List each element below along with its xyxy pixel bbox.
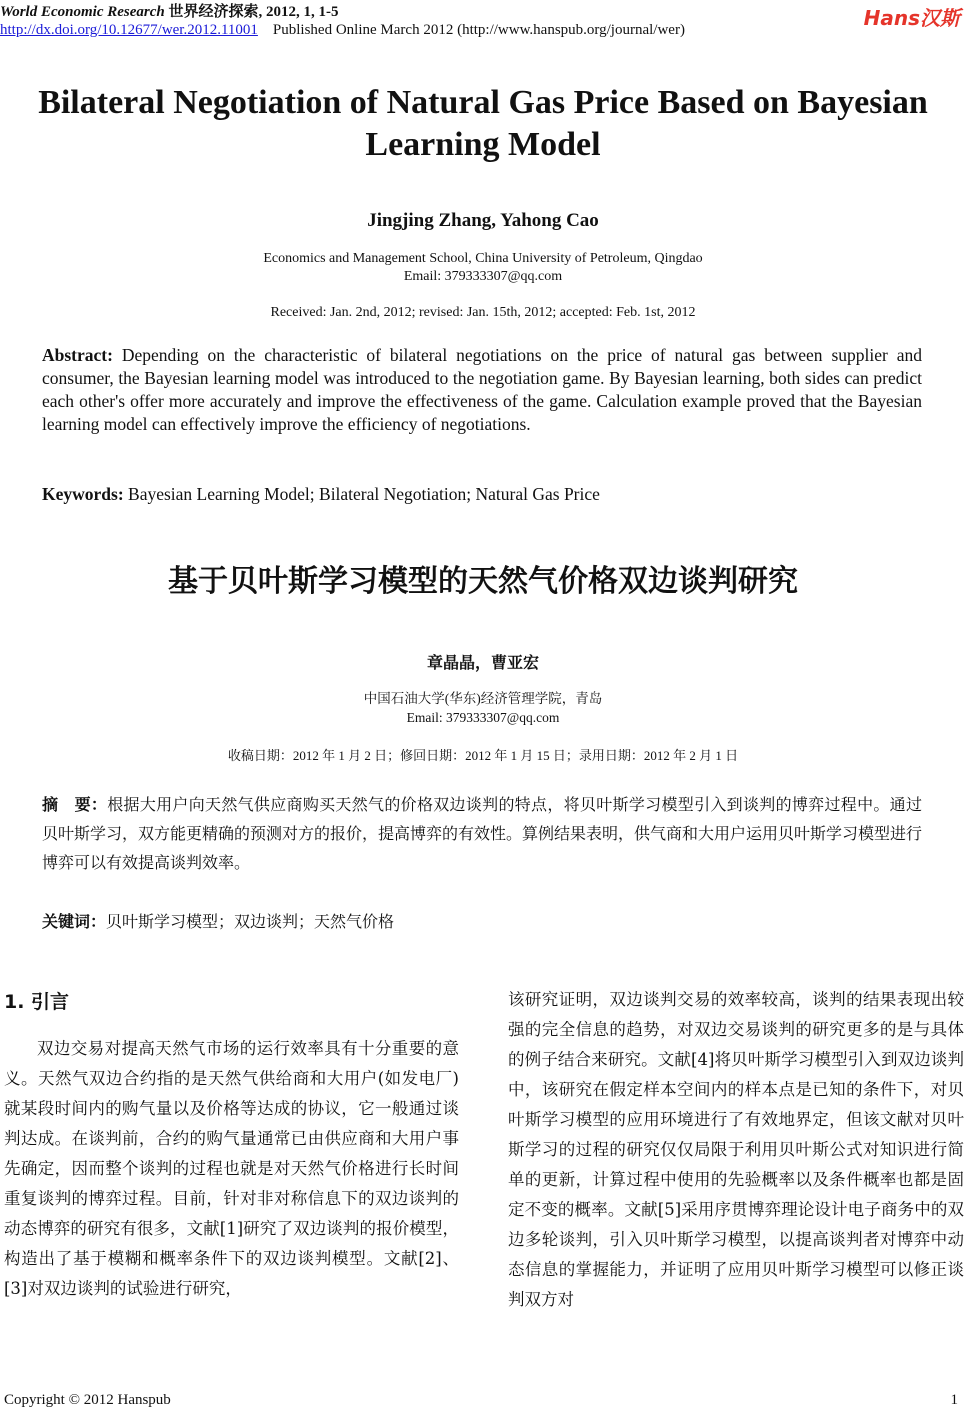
- journal-volume: , 2012, 1, 1-5: [258, 4, 339, 20]
- journal-name-en: World Economic Research: [0, 4, 165, 20]
- paper-title-en: Bilateral Negotiation of Natural Gas Price Based on Bayesian Learning Model: [38, 84, 928, 163]
- footer-copyright: Copyright © 2012 Hanspub: [4, 1392, 171, 1408]
- keywords-text-en: Bayesian Learning Model; Bilateral Negotiation; Natural Gas Price: [123, 484, 600, 504]
- paper-title-cn: 基于贝叶斯学习模型的天然气价格双边谈判研究: [168, 564, 798, 599]
- page-number: 1: [950, 1392, 958, 1408]
- keywords-text-cn: 贝叶斯学习模型；双边谈判；天然气价格: [106, 912, 395, 931]
- dates-cn: 收稿日期：2012 年 1 月 2 日；修回日期：2012 年 1 月 15 日；录用日期：2012 年 2 月 1 日: [227, 748, 739, 763]
- affiliation-block-en: [0, 250, 966, 286]
- affiliation-cn: 中国石油大学(华东)经济管理学院，青岛: [363, 691, 603, 706]
- dates-en: Received: Jan. 2nd, 2012; revised: Jan. 15th, 2012; accepted: Feb. 1st, 2012: [270, 305, 696, 320]
- abstract-text-en: Depending on the characteristic of bilateral negotiations on the price of natural gas between supplier and consumer, the Bayesian learning model was introduced to the negotiation game. By Bayesian learning, both sides can predict each other's offer more accurately and improve the effectiveness of the game. Calculation example proved that the Bayesian learning model can effectively improve the efficiency of negotiations.: [42, 345, 922, 434]
- doi-line: [0, 22, 685, 39]
- abstract-en: [42, 344, 922, 436]
- authors-cn: 章晶晶，曹亚宏: [426, 655, 539, 672]
- keywords-label-cn: 关键词：: [42, 912, 107, 931]
- abstract-label-en: Abstract:: [42, 345, 113, 365]
- affiliation-en: Economics and Management School, China University of Petroleum, Qingdao: [263, 251, 703, 266]
- doi-link[interactable]: http://dx.doi.org/10.12677/wer.2012.11001: [0, 22, 258, 38]
- body-right-column: 该研究证明，双边谈判交易的效率较高，谈判的结果表现出较强的完全信息的趋势，对双边交易谈判的研究更多的是与具体的例子结合来研究。文献[4]将贝叶斯学习模型引入到双边谈判中，该研究在假定样本空间内的样本点是已知的条件下，对贝叶斯学习模型的应用环境进行了有效地界定，但该文献对贝叶斯学习的过程的研究仅仅局限于利用贝叶斯公式对知识进行简单的更新，计算过程中使用的先验概率以及条件概率也都是固定不变的概率。文献[5]采用序贯博弈理论设计电子商务中的双边多轮谈判，引入贝叶斯学习模型，以提高谈判者对博弈中动态信息的掌握能力，并证明了应用贝叶斯学习模型可以修正谈判双方对: [508, 990, 964, 1309]
- body-left-column: 双边交易对提高天然气市场的运行效率具有十分重要的意义。天然气双边合约指的是天然气供给商和大用户(如发电厂)就某段时间内的购气量以及价格等达成的协议，它一般通过谈判达成。在谈判前，合约的购气量通常已由供应商和大用户事先确定，因而整个谈判的过程也就是对天然气价格进行长时间重复谈判的博弈过程。目前，针对非对称信息下的双边谈判的动态博弈的研究有很多，文献[1]研究了双边谈判的报价模型，构造出了基于模糊和概率条件下的双边谈判模型。文献[2]、[3]对双边谈判的试验进行研究，: [4, 1039, 459, 1298]
- abstract-cn: [42, 790, 922, 877]
- hanspub-logo: Hans汉斯: [863, 6, 960, 30]
- journal-name-cn: 世界经济探索: [168, 4, 259, 20]
- affiliation-block-cn: [0, 689, 966, 727]
- abstract-label-cn: 摘 要：: [42, 795, 108, 814]
- journal-citation: [0, 0, 339, 21]
- section-heading-introduction: 1. 引言: [4, 991, 70, 1013]
- keywords-cn: [42, 907, 922, 936]
- abstract-text-cn: 根据大用户向天然气供应商购买天然气的价格双边谈判的特点，将贝叶斯学习模型引入到谈判的博弈过程中。通过贝叶斯学习，双方能更精确的预测对方的报价，提高博弈的有效性。算例结果表明，供气商和大用户运用贝叶斯学习模型进行博弈可以有效提高谈判效率。: [42, 795, 923, 872]
- email-en: Email: 379333307@qq.com: [403, 269, 563, 284]
- email-cn: Email: 379333307@qq.com: [406, 710, 560, 725]
- keywords-label-en: Keywords:: [42, 484, 124, 504]
- published-online: Published Online March 2012 (http://www.hanspub.org/journal/wer): [272, 22, 685, 38]
- authors-en: Jingjing Zhang, Yahong Cao: [367, 210, 599, 231]
- keywords-en: [42, 483, 922, 506]
